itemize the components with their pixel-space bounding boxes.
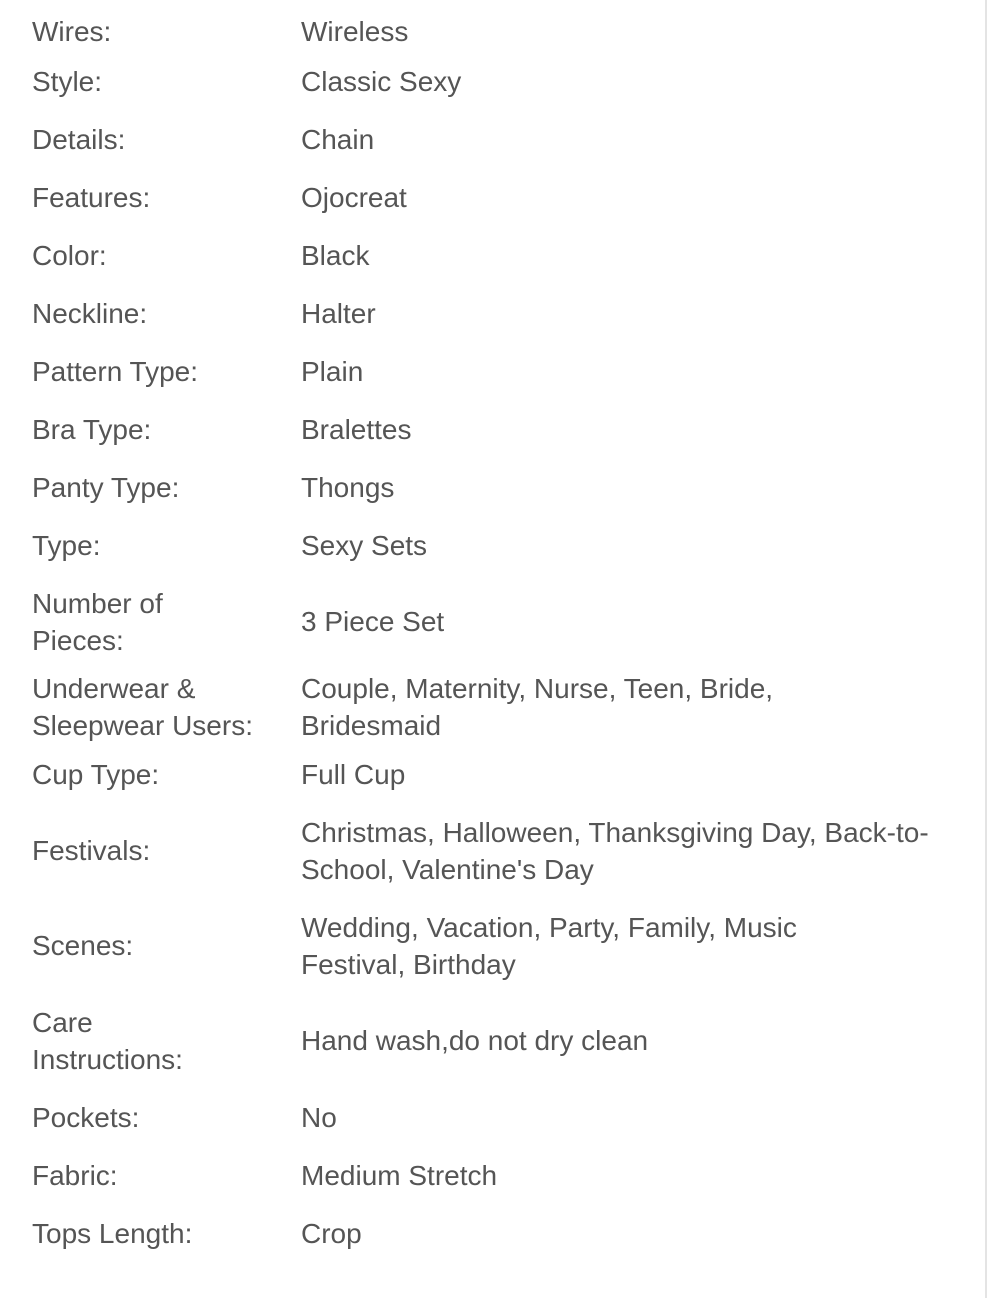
spec-label: Style: xyxy=(32,65,103,97)
spec-label: Details: xyxy=(32,123,126,155)
spec-label: Tops Length: xyxy=(32,1217,193,1249)
spec-row-wires xyxy=(32,10,962,52)
spec-row-panty-type xyxy=(32,458,962,516)
spec-value: Crop xyxy=(301,1217,362,1249)
spec-label: Number of Pieces: xyxy=(32,587,163,656)
spec-value: Classic Sexy xyxy=(301,65,462,97)
spec-value: Wedding, Vacation, Party, Family, Music Festival, Birthday xyxy=(301,911,797,980)
spec-row-bra-type xyxy=(32,400,962,458)
page-right-border xyxy=(985,0,987,1298)
product-specs-table xyxy=(32,10,962,1262)
spec-value: Black xyxy=(301,239,370,271)
spec-row-neckline xyxy=(32,284,962,342)
spec-row-details xyxy=(32,110,962,168)
spec-label: Underwear & Sleepwear Users: xyxy=(32,673,253,741)
spec-row-type xyxy=(32,516,962,574)
spec-value: Chain xyxy=(301,123,375,155)
spec-value: 3 Piece Set xyxy=(301,606,445,637)
spec-label: Type: xyxy=(32,529,101,561)
spec-row-underwear-sleepwear-users xyxy=(32,669,962,745)
spec-label: Bra Type: xyxy=(32,413,152,445)
spec-label: Care Instructions: xyxy=(32,1006,183,1075)
spec-label: Neckline: xyxy=(32,297,148,329)
spec-row-fabric xyxy=(32,1146,962,1204)
spec-label: Color: xyxy=(32,239,107,271)
spec-row-tops-length xyxy=(32,1204,962,1262)
spec-value: Medium Stretch xyxy=(301,1159,498,1191)
spec-value: Ojocreat xyxy=(301,181,407,213)
spec-label: Cup Type: xyxy=(32,758,160,790)
spec-value: No xyxy=(301,1101,337,1133)
spec-value: Christmas, Halloween, Thanksgiving Day, Back-to-School, Valentine's Day xyxy=(301,816,929,885)
spec-value: Thongs xyxy=(301,471,395,503)
spec-row-care-instructions xyxy=(32,993,962,1088)
spec-row-style xyxy=(32,52,962,110)
spec-label: Scenes: xyxy=(32,930,134,961)
spec-row-pockets xyxy=(32,1088,962,1146)
spec-label: Features: xyxy=(32,181,151,213)
spec-value: Full Cup xyxy=(301,758,406,790)
spec-label: Festivals: xyxy=(32,835,151,866)
spec-row-festivals xyxy=(32,803,962,898)
spec-row-pattern-type xyxy=(32,342,962,400)
spec-value: Plain xyxy=(301,355,364,387)
spec-value: Halter xyxy=(301,297,376,329)
spec-value: Hand wash,do not dry clean xyxy=(301,1025,649,1056)
spec-row-color xyxy=(32,226,962,284)
spec-label: Panty Type: xyxy=(32,471,180,503)
spec-label: Pattern Type: xyxy=(32,355,199,387)
spec-row-features xyxy=(32,168,962,226)
spec-row-scenes xyxy=(32,898,962,993)
spec-label: Fabric: xyxy=(32,1159,118,1191)
spec-value: Wireless xyxy=(301,15,409,47)
spec-value: Bralettes xyxy=(301,413,412,445)
spec-value: Couple, Maternity, Nurse, Teen, Bride, Bridesmaid xyxy=(301,673,774,741)
spec-label: Pockets: xyxy=(32,1101,140,1133)
spec-row-number-of-pieces xyxy=(32,574,962,669)
spec-value: Sexy Sets xyxy=(301,529,428,561)
spec-row-cup-type xyxy=(32,745,962,803)
spec-label: Wires: xyxy=(32,15,112,47)
